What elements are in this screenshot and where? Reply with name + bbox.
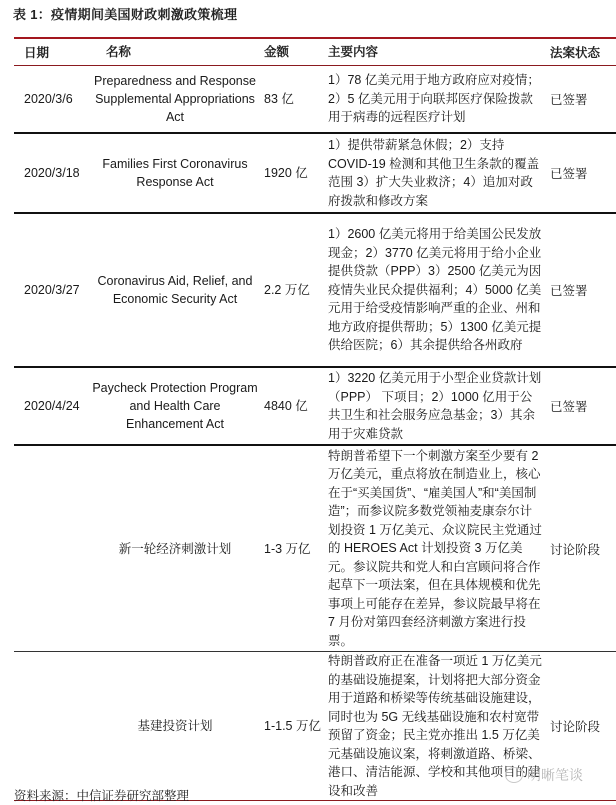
table-row <box>14 446 616 652</box>
policy-table <box>14 37 616 801</box>
table-row <box>14 368 616 446</box>
cell-status: 已签署 <box>550 167 588 181</box>
header-date: 日期 <box>24 46 50 60</box>
cell-name: Paycheck Protection Program and Health Care Enhancement Act <box>92 381 258 431</box>
cell-amount: 1-3 万亿 <box>264 541 311 556</box>
source-note: 资料来源：中信证券研究部整理 <box>14 789 190 803</box>
watermark-text: 明晰笔谈 <box>527 767 583 783</box>
table-caption: 表 1：疫情期间美国财政刺激政策梳理 <box>13 7 238 22</box>
watermark <box>505 765 583 785</box>
cell-amount: 4840 亿 <box>264 399 308 413</box>
cell-date: 2020/4/24 <box>24 399 80 413</box>
cell-name: Families First Coronavirus Response Act <box>102 157 248 189</box>
cell-content: 1）2600 亿美元将用于给美国公民发放现金；2）3770 亿美元将用于给小企业提供贷款（PPP）3）2500 亿美元为因疫情失业民众提供福利；4）5000 亿美元用于给受疫情影响严重的企业、州和地方政府提供帮助；5）1300 亿美元提供给医院；6）其余提供给各州政府 <box>328 227 542 353</box>
cell-name: 新一轮经济刺激计划 <box>118 541 232 556</box>
cell-content: 1）78 亿美元用于地方政府应对疫情；2）5 亿美元用于向联邦医疗保险拨款用于病毒的远程医疗计划 <box>328 73 540 125</box>
cell-amount: 2.2 万亿 <box>264 283 310 297</box>
cell-name: Coronavirus Aid, Relief, and Economic Security Act <box>97 274 253 306</box>
cell-name: 基建投资计划 <box>137 719 213 733</box>
header-amount: 金额 <box>264 45 290 59</box>
cell-content: 1）3220 亿美元用于小型企业贷款计划（PPP） 下项目；2）1000 亿用于公共卫生和社会服务应急基金；3）其余用于灾难贷款 <box>328 371 542 441</box>
cell-status: 已签署 <box>550 284 588 298</box>
header-status: 法案状态 <box>550 46 601 60</box>
cell-date: 2020/3/18 <box>24 166 80 180</box>
cell-amount: 83 亿 <box>264 92 294 106</box>
cell-content: 1）提供带薪紧急休假；2）支持 COVID-19 检测和其他卫生条款的覆盖范围 3）扩大失业救济；4）追加对政府拨款和修改方案 <box>328 138 540 208</box>
header-name: 名称 <box>106 45 132 59</box>
cell-amount: 1-1.5 万亿 <box>264 719 321 733</box>
wechat-icon <box>505 767 523 783</box>
cell-status: 已签署 <box>550 93 588 107</box>
cell-date: 2020/3/27 <box>24 283 80 297</box>
table-header <box>14 39 616 66</box>
cell-amount: 1920 亿 <box>264 166 308 180</box>
cell-content: 特朗普政府正在准备一项近 1 万亿美元的基础设施提案，计划将把大部分资金用于道路和桥梁等传统基础设施建设，同时也为 5G 无线基础设施和农村宽带预留了资金；民主党亦推出 1.5 万亿美元基础设施议案，将刺激道路、桥梁、港口、清洁能源、学校和其他项目的建设和改善 <box>328 654 542 798</box>
table-row <box>14 134 616 214</box>
table-row <box>14 214 616 368</box>
header-content: 主要内容 <box>328 44 379 59</box>
cell-status: 讨论阶段 <box>550 542 601 557</box>
cell-status: 讨论阶段 <box>550 720 601 734</box>
cell-name: Preparedness and Response Supplemental Appropriations Act <box>94 74 256 124</box>
table-row <box>14 66 616 134</box>
cell-content: 特朗普希望下一个刺激方案至少要有 2 万亿美元，重点将放在制造业上，核心在于“买美国货”、“雇美国人”和“美国制造”；而参议院多数党领袖麦康奈尔计划投资 1 万亿美元、众议院民主党通过的 HEROES Act 计划投资 3 万亿美元。参议院共和党人和白宫顾问将合作起草下一项法案，但在具体规模和优先事项上可能存在差异，参议院最早将在 7 月份对第四套经济刺激方案进行投票。 <box>328 448 542 648</box>
cell-status: 已签署 <box>550 400 588 414</box>
cell-date: 2020/3/6 <box>24 92 73 106</box>
